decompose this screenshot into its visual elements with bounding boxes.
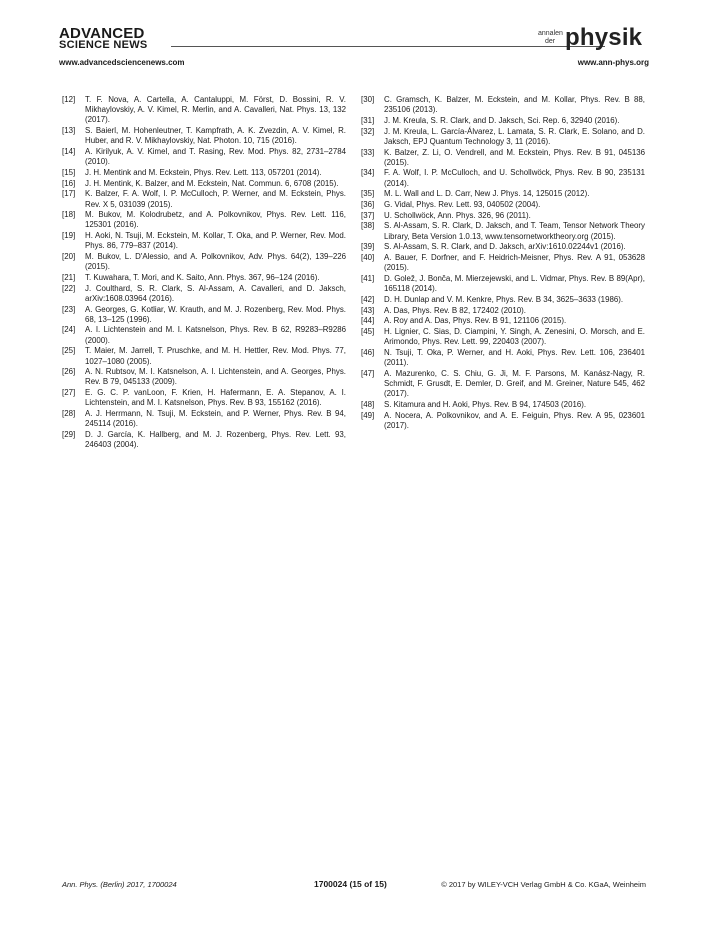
reference-item (62, 388, 346, 408)
reference-number: [27] (62, 388, 76, 398)
reference-text: M. L. Wall and L. D. Carr, New J. Phys. 14, 125015 (2012). (384, 189, 590, 199)
references-column-left (62, 95, 346, 451)
reference-number: [48] (361, 399, 375, 409)
journal-logo (529, 26, 649, 52)
reference-item (361, 348, 645, 368)
reference-item (361, 400, 645, 410)
reference-item (62, 231, 346, 251)
reference-number: [28] (62, 409, 76, 419)
reference-item (361, 168, 645, 188)
reference-text: S. Baierl, M. Hohenleutner, T. Kampfrath, A. K. Zvezdin, A. V. Kimel, R. Huber, and R. V. Mikhaylovskiy, Nat. Photon. 10, 715 (2016). (85, 126, 346, 146)
reference-text: T. Kuwahara, T. Mori, and K. Saito, Ann. Phys. 367, 96–124 (2016). (85, 272, 320, 282)
reference-number: [43] (361, 305, 375, 315)
reference-text: A. Nocera, A. Polkovnikov, and A. E. Feiguin, Phys. Rev. A 95, 023601 (2017). (384, 410, 645, 430)
reference-number: [42] (361, 294, 375, 304)
reference-item (62, 252, 346, 272)
reference-number: [45] (361, 326, 375, 336)
reference-number: [18] (62, 210, 76, 220)
reference-number: [39] (361, 242, 375, 252)
reference-text: G. Vidal, Phys. Rev. Lett. 93, 040502 (2004). (384, 200, 541, 210)
reference-item (62, 210, 346, 230)
reference-text: D. H. Dunlap and V. M. Kenkre, Phys. Rev. B 34, 3625–3633 (1986). (384, 294, 624, 304)
reference-text: J. Coulthard, S. R. Clark, S. Al-Assam, A. Cavalleri, and D. Jaksch, arXiv:1608.03964 (2016). (85, 283, 346, 303)
reference-number: [34] (361, 168, 375, 178)
reference-text: T. F. Nova, A. Cartella, A. Cantaluppi, M. Först, D. Bossini, R. V. Mikhaylovskiy, A. V. Kimel, R. Merlin, and A. Cavalleri, Nat. Phys. 13, 132 (2017). (85, 95, 346, 125)
reference-item (62, 284, 346, 304)
reference-item (361, 295, 645, 305)
reference-text: A. I. Lichtenstein and M. I. Katsnelson, Phys. Rev. B 62, R9283–R9286 (2000). (85, 325, 346, 345)
footer-citation: Ann. Phys. (Berlin) 2017, 1700024 (62, 880, 177, 889)
logo-line-advanced: ADVANCED (59, 25, 145, 42)
reference-number: [12] (62, 95, 76, 104)
reference-text: K. Balzer, Z. Li, O. Vendrell, and M. Eckstein, Phys. Rev. B 91, 045136 (2015). (384, 147, 645, 167)
reference-item (62, 409, 346, 429)
reference-item (62, 346, 346, 366)
reference-item (62, 305, 346, 325)
reference-text: J. M. Kreula, L. García-Álvarez, L. Lamata, S. R. Clark, E. Solano, and D. Jaksch, EPJ Quantum Technology 3, 11 (2016). (384, 126, 645, 146)
reference-item (361, 200, 645, 210)
footer-page-number: 1700024 (15 of 15) (314, 879, 387, 889)
reference-text: A. N. Rubtsov, M. I. Katsnelson, A. I. Lichtenstein, and A. Georges, Phys. Rev. B 79, 045133 (2009). (85, 367, 346, 387)
reference-number: [35] (361, 189, 375, 199)
reference-number: [49] (361, 410, 375, 420)
reference-item (361, 316, 645, 326)
reference-text: A. Das, Phys. Rev. B 82, 172402 (2010). (384, 305, 526, 315)
reference-text: F. A. Wolf, I. P. McCulloch, and U. Schollwöck, Phys. Rev. B 90, 235131 (2014). (384, 168, 645, 188)
reference-number: [24] (62, 325, 76, 335)
reference-number: [23] (62, 304, 76, 314)
reference-text: H. Lignier, C. Sias, D. Ciampini, Y. Singh, A. Zenesini, O. Morsch, and E. Arimondo, Phys. Rev. Lett. 99, 220403 (2007). (384, 326, 645, 347)
reference-number: [22] (62, 283, 76, 293)
reference-text: D. J. García, K. Hallberg, and M. J. Rozenberg, Phys. Rev. Lett. 93, 246403 (2004). (85, 430, 346, 450)
reference-number: [19] (62, 231, 76, 241)
reference-number: [20] (62, 252, 76, 262)
journal-logo-der: der (545, 38, 556, 45)
references-column-right (361, 95, 645, 432)
reference-item (361, 327, 645, 347)
logo-line-science-news: SCIENCE NEWS (59, 39, 148, 51)
reference-text: U. Schollwöck, Ann. Phys. 326, 96 (2011). (384, 210, 531, 220)
reference-number: [29] (62, 430, 76, 439)
reference-item (361, 411, 645, 431)
reference-text: E. G. C. P. vanLoon, F. Krien, H. Hafermann, E. A. Stepanov, A. I. Lichtenstein, and M. I. Katsnelson, Phys. Rev. B 93, 155162 (2016). (85, 388, 346, 408)
publisher-logo (59, 26, 148, 51)
reference-text: N. Tsuji, T. Oka, P. Werner, and H. Aoki, Phys. Rev. Lett. 106, 236401 (2011). (384, 347, 645, 368)
reference-number: [36] (361, 200, 375, 210)
reference-number: [13] (62, 126, 76, 136)
reference-text: M. Bukov, M. Kolodrubetz, and A. Polkovnikov, Phys. Rev. Lett. 116, 125301 (2016). (85, 210, 346, 230)
reference-item (62, 430, 346, 450)
reference-text: C. Gramsch, K. Balzer, M. Eckstein, and M. Kollar, Phys. Rev. B 88, 235106 (2013). (384, 95, 645, 115)
reference-item (62, 367, 346, 387)
reference-item (361, 253, 645, 273)
reference-item (361, 211, 645, 221)
reference-number: [30] (361, 95, 375, 104)
reference-item (361, 242, 645, 252)
reference-number: [15] (62, 167, 76, 177)
publisher-url-link[interactable]: www.advancedsciencenews.com (59, 58, 185, 67)
reference-number: [14] (62, 147, 76, 157)
reference-text: A. Mazurenko, C. S. Chiu, G. Ji, M. F. Parsons, M. Kanász-Nagy, R. Schmidt, F. Grusdt, E. Demler, D. Greif, and M. Greiner, Nature 545, 462 (2017). (384, 368, 645, 399)
reference-item (361, 148, 645, 168)
reference-text: A. J. Herrmann, N. Tsuji, M. Eckstein, and P. Werner, Phys. Rev. B 94, 245114 (2016). (85, 409, 346, 429)
reference-item (361, 306, 645, 316)
reference-number: [17] (62, 189, 76, 199)
reference-number: [31] (361, 115, 375, 125)
reference-item (62, 126, 346, 146)
reference-item (361, 274, 645, 294)
journal-logo-physik: physik (565, 24, 643, 51)
reference-item (361, 127, 645, 147)
reference-text: A. Kirilyuk, A. V. Kimel, and T. Rasing, Rev. Mod. Phys. 82, 2731–2784 (2010). (85, 147, 346, 167)
reference-item (62, 179, 346, 189)
reference-item (62, 95, 346, 126)
reference-number: [37] (361, 210, 375, 220)
reference-number: [46] (361, 347, 375, 357)
reference-text: T. Maier, M. Jarrell, T. Pruschke, and M. H. Hettler, Rev. Mod. Phys. 77, 1027–1080 (2005). (85, 346, 346, 366)
reference-item (361, 116, 645, 126)
reference-number: [40] (361, 253, 375, 263)
footer-copyright: © 2017 by WILEY-VCH Verlag GmbH & Co. KGaA, Weinheim (441, 880, 646, 889)
journal-logo-annalen: annalen (538, 30, 563, 37)
reference-text: A. Roy and A. Das, Phys. Rev. B 91, 121106 (2015). (384, 316, 567, 326)
reference-number: [16] (62, 178, 76, 188)
reference-number: [32] (361, 126, 375, 136)
reference-text: S. Al-Assam, S. R. Clark, D. Jaksch, and T. Team, Tensor Network Theory Library, Beta Version 1.0.13, www.tensornetworktheory.org (2015). (384, 221, 645, 241)
reference-item (62, 325, 346, 345)
reference-text: K. Balzer, F. A. Wolf, I. P. McCulloch, P. Werner, and M. Eckstein, Phys. Rev. X 5, 031039 (2015). (85, 189, 346, 209)
reference-item (361, 221, 645, 241)
reference-item (62, 147, 346, 167)
reference-text: A. Georges, G. Kotliar, W. Krauth, and M. J. Rozenberg, Rev. Mod. Phys. 68, 13–125 (1996). (85, 304, 346, 324)
reference-text: D. Golež, J. Bonča, M. Mierzejewski, and L. Vidmar, Phys. Rev. B 89(Apr), 165118 (2014). (384, 273, 645, 294)
reference-number: [41] (361, 273, 375, 283)
reference-text: J. M. Kreula, S. R. Clark, and D. Jaksch, Sci. Rep. 6, 32940 (2016). (384, 115, 620, 125)
reference-text: J. H. Mentink, K. Balzer, and M. Eckstein, Nat. Commun. 6, 6708 (2015). (85, 178, 339, 188)
reference-item (361, 369, 645, 400)
page-header (59, 26, 649, 70)
reference-text: H. Aoki, N. Tsuji, M. Eckstein, M. Kollar, T. Oka, and P. Werner, Rev. Mod. Phys. 86, 779–837 (2014). (85, 231, 346, 251)
reference-item (62, 168, 346, 178)
reference-text: S. Kitamura and H. Aoki, Phys. Rev. B 94, 174503 (2016). (384, 399, 587, 409)
reference-text: A. Bauer, F. Dorfner, and F. Heidrich-Meisner, Phys. Rev. A 91, 053628 (2015). (384, 253, 645, 273)
reference-number: [44] (361, 316, 375, 326)
reference-item (361, 95, 645, 115)
reference-item (62, 189, 346, 209)
reference-number: [25] (62, 346, 76, 356)
reference-number: [38] (361, 221, 375, 231)
reference-number: [26] (62, 367, 76, 377)
reference-text: J. H. Mentink and M. Eckstein, Phys. Rev. Lett. 113, 057201 (2014). (85, 167, 322, 177)
page-footer (62, 880, 646, 892)
reference-text: S. Al-Assam, S. R. Clark, and D. Jaksch, arXiv:1610.02244v1 (2016). (384, 242, 626, 252)
reference-number: [21] (62, 272, 76, 282)
reference-text: M. Bukov, L. D'Alessio, and A. Polkovnikov, Adv. Phys. 64(2), 139–226 (2015). (85, 252, 346, 272)
reference-number: [47] (361, 368, 375, 378)
reference-item (62, 273, 346, 283)
journal-url-link[interactable]: www.ann-phys.org (577, 58, 649, 67)
reference-item (361, 189, 645, 199)
reference-number: [33] (361, 147, 375, 157)
